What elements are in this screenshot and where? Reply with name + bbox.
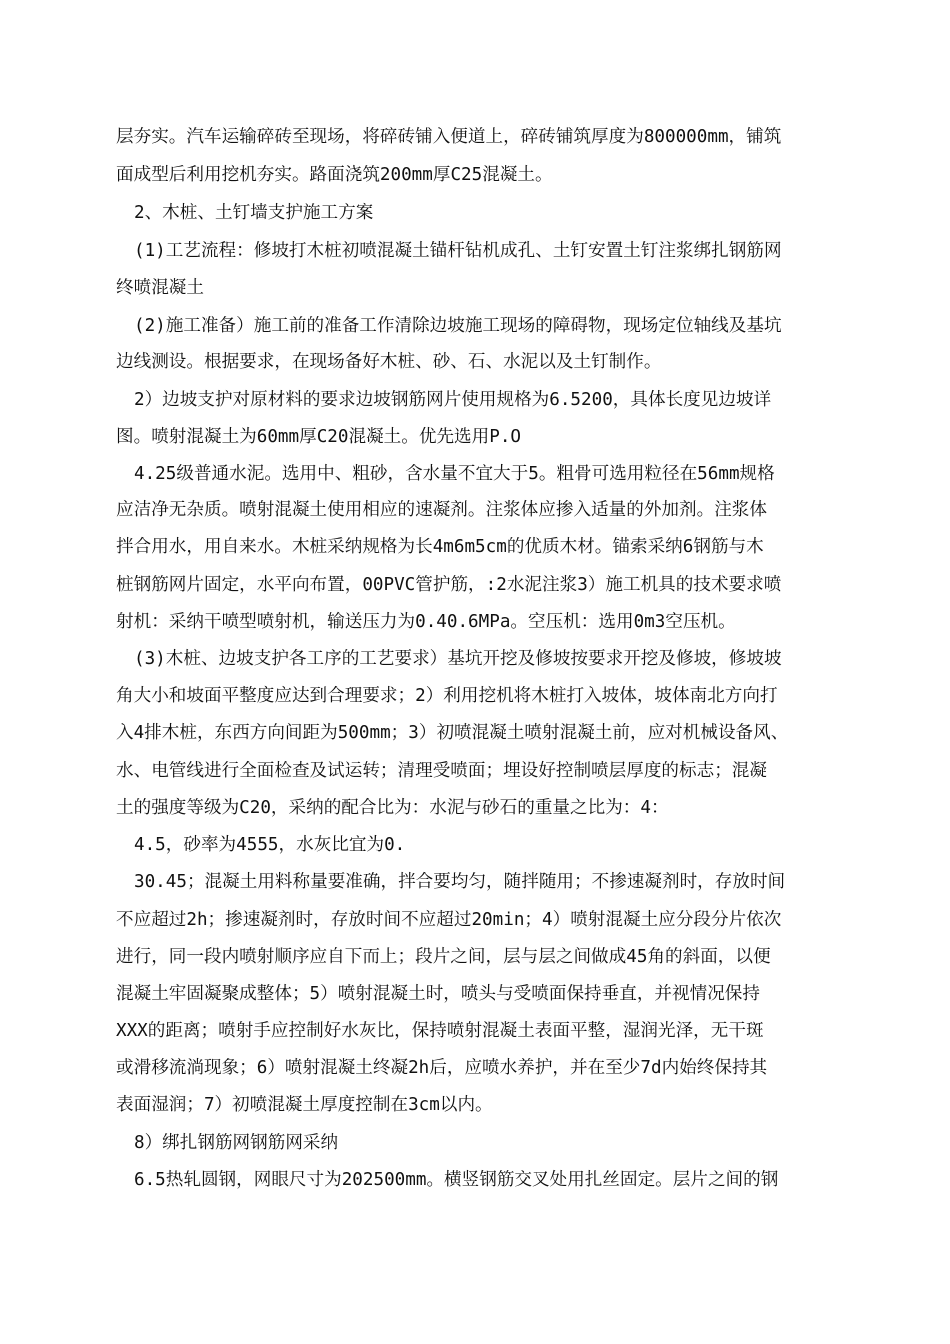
text-line: 不应超过2h；掺速凝剂时，存放时间不应超过20min；4）喷射混凝土应分段分片依次 <box>116 910 782 930</box>
section-heading: 2、木桩、土钉墙支护施工方案 <box>134 203 374 223</box>
text-line: (1)工艺流程：修坡打木桩初喷混凝土锚杆钻机成孔、土钉安置土钉注浆绑扎钢筋网 <box>134 241 782 261</box>
text-line: 2）边坡支护对原材料的要求边坡钢筋网片使用规格为6.5200，具体长度见边坡详 <box>134 390 772 410</box>
text-line: 桩钢筋网片固定，水平向布置，00PVC管护筋，:2水泥注浆3）施工机具的技术要求喷 <box>116 575 782 595</box>
text-line: 角大小和坡面平整度应达到合理要求；2）利用挖机将木桩打入坡体，坡体南北方向打 <box>116 686 778 706</box>
text-line: 表面湿润；7）初喷混凝土厚度控制在3cm以内。 <box>116 1095 493 1115</box>
text-line: 4.25级普通水泥。选用中、粗砂，含水量不宜大于5。粗骨可选用粒径在56mm规格 <box>134 464 775 484</box>
text-line: 4.5，砂率为4555，水灰比宜为0. <box>134 835 406 855</box>
text-line: 射机：采纳干喷型喷射机，输送压力为0.40.6MPa。空压机：选用0m3空压机。 <box>116 612 736 632</box>
text-line: 混凝土牢固凝聚成整体；5）喷射混凝土时，喷头与受喷面保持垂直，并视情况保持 <box>116 984 760 1004</box>
text-line: 8）绑扎钢筋网钢筋网采纳 <box>134 1133 339 1153</box>
text-line: (2)施工准备）施工前的准备工作清除边坡施工现场的障碍物，现场定位轴线及基坑 <box>134 316 782 336</box>
text-line: 入4排木桩，东西方向间距为500mm；3）初喷混凝土喷射混凝土前，应对机械设备风、 <box>116 723 789 743</box>
text-line: 应洁净无杂质。喷射混凝土使用相应的速凝剂。注浆体应掺入适量的外加剂。注浆体 <box>116 500 767 520</box>
text-line: 层夯实。汽车运输碎砖至现场，将碎砖铺入便道上，碎砖铺筑厚度为800000mm，铺筑 <box>116 127 782 147</box>
text-line: 面成型后利用挖机夯实。路面浇筑200mm厚C25混凝土。 <box>116 165 553 185</box>
text-line: 图。喷射混凝土为60mm厚C20混凝土。优先选用P.O <box>116 427 522 447</box>
text-line: 6.5热轧圆钢，网眼尺寸为202500mm。横竖钢筋交叉处用扎丝固定。层片之间的钢 <box>134 1170 779 1190</box>
text-line: 或滑移流淌现象；6）喷射混凝土终凝2h后，应喷水养护，并在至少7d内始终保持其 <box>116 1058 768 1078</box>
text-line: (3)木桩、边坡支护各工序的工艺要求）基坑开挖及修坡按要求开挖及修坡，修坡坡 <box>134 649 782 669</box>
text-line: 终喷混凝土 <box>116 278 204 298</box>
text-line: 边线测设。根据要求，在现场备好木桩、砂、石、水泥以及土钉制作。 <box>116 352 662 372</box>
text-line: 土的强度等级为C20，采纳的配合比为：水泥与砂石的重量之比为：4： <box>116 798 669 818</box>
text-line: XXX的距离；喷射手应控制好水灰比，保持喷射混凝土表面平整，湿润光泽，无干斑 <box>116 1021 764 1041</box>
text-line: 拌合用水，用自来水。木桩采纳规格为长4m6m5cm的优质木材。锚索采纳6钢筋与木 <box>116 537 764 557</box>
text-line: 水、电管线进行全面检查及试运转；清理受喷面；埋设好控制喷层厚度的标志；混凝 <box>116 761 767 781</box>
text-line: 30.45；混凝土用料称量要准确，拌合要均匀，随拌随用；不掺速凝剂时，存放时间 <box>134 872 786 892</box>
text-line: 进行，同一段内喷射顺序应自下而上；段片之间，层与层之间做成45角的斜面，以便 <box>116 947 771 967</box>
